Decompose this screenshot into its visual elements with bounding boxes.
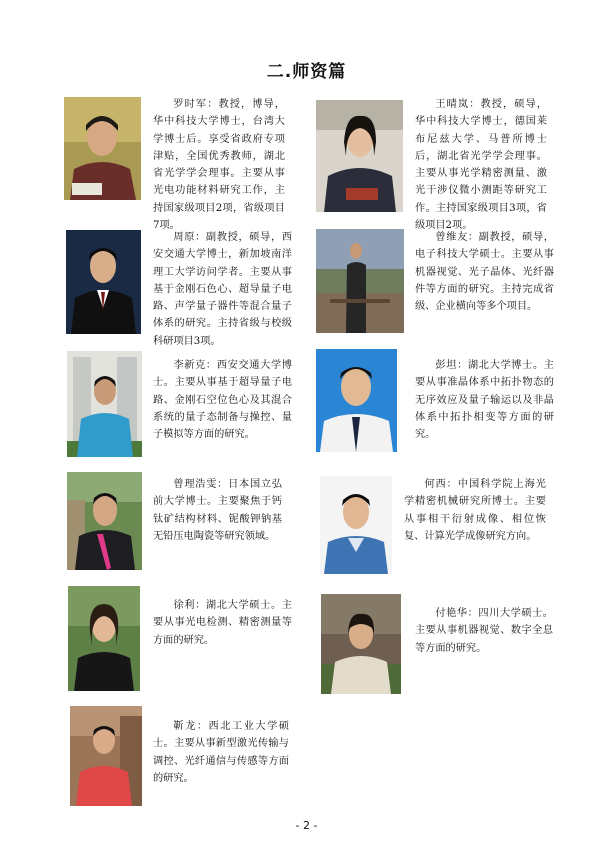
teacher-photo	[70, 706, 142, 806]
teacher-photo	[316, 229, 404, 333]
page-number: - 2 -	[295, 819, 318, 832]
teacher-bio: 彭坦：湖北大学博士。主要从事准晶体系中拓扑物态的无序效应及量子输运以及非晶体系中拓扑相变等方面的研究。	[415, 360, 554, 441]
teacher-photo	[64, 97, 141, 200]
teacher-bio: 曾维友：副教授，硕导，电子科技大学硕士。主要从事机器视觉、光子晶体、光纤器件等方面的研究。主持完成省级、企业横向等多个项目。	[415, 232, 554, 313]
teacher-photo	[320, 476, 392, 574]
teacher-photo	[321, 594, 401, 694]
teacher-photo	[67, 472, 142, 570]
teacher-bio: 何西：中国科学院上海光学精密机械研究所博士。主要从事相干衍射成像、相位恢复、计算光学成像研究方向。	[404, 479, 546, 542]
teacher-bio: 付艳华：四川大学硕士。主要从事机器视觉、数字全息等方面的研究。	[415, 608, 553, 654]
teacher-photo	[66, 230, 141, 334]
teacher-bio: 徐利：湖北大学硕士。主要从事光电检测、精密测量等方面的研究。	[153, 600, 292, 646]
teacher-bio: 罗时军：教授，博导，华中科技大学博士，台湾大学博士后。享受省政府专项津贴，全国优秀教师，湖北省光学学会理事。主要从事光电功能材料研究工作，主持国家级项目2项，省级项目7项。	[153, 99, 285, 232]
teacher-bio: 李新克：西安交通大学博士。主要从事基于超导量子电路、金刚石空位色心及其混合系统的量子态制备与操控、量子模拟等方面的研究。	[153, 360, 292, 441]
teacher-photo	[316, 100, 403, 212]
teacher-bio: 曾理浩雯：日本国立弘前大学博士。主要聚焦于钙钛矿结构材料、铌酸钾钠基无铅压电陶瓷等研究领域。	[153, 479, 282, 542]
teacher-photo	[67, 351, 142, 457]
teacher-bio: 周原：副教授，硕导，西安交通大学博士，新加坡南洋理工大学访问学者。主要从事基于金刚石色心、超导量子电路、声学量子器件等混合量子体系的研究。主持省级与校级科研项目3项。	[153, 232, 292, 347]
page-title: 二.师资篇	[266, 62, 347, 82]
teacher-photo	[68, 586, 140, 691]
teacher-bio: 靳龙：西北工业大学硕士。主要从事新型激光传输与调控、光纤通信与传感等方面的研究。	[153, 721, 289, 784]
teacher-bio: 王晴岚：教授，硕导，华中科技大学博士，德国莱布尼兹大学、马普所博士后，湖北省光学学会理事。主要从事光学精密测量、激光干涉仪微小测距等研究工作。主持国家级项目3项，省级项目2项。	[415, 99, 547, 232]
teacher-photo	[316, 349, 397, 452]
